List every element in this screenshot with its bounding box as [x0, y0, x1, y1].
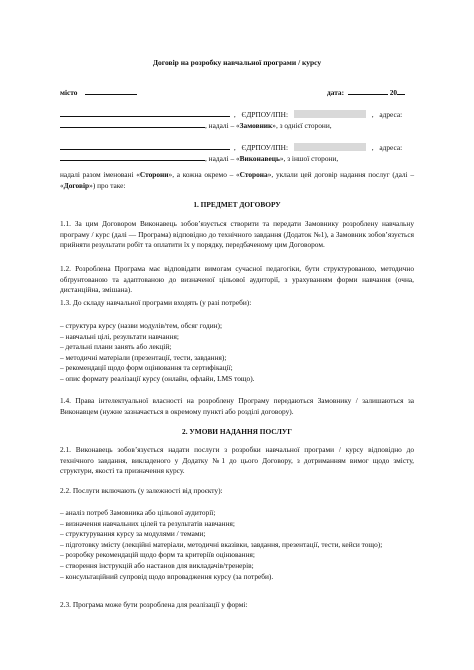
- party2-edrpou-field[interactable]: [294, 143, 366, 151]
- list-item: – створення інструкцій або настанов для викладачів/тренерів;: [60, 560, 254, 570]
- party1-line1: , ЄДРПОУ/ІПН: , адреса:: [60, 109, 402, 121]
- party1-name-field[interactable]: [60, 109, 230, 117]
- section1-list: [60, 321, 414, 385]
- list-item: – рекомендації щодо форм оцінювання та сертифікації;: [60, 363, 233, 373]
- clause-2-1: 2.1. Виконавець зобов’язується надати послуги з розробки навчальної програми / курсу відповідно до технічного завдання, викладеного у Додатку №1 до цього Договору, з дотриманням вимог щодо змісту, структури, якості та призначення курсу.: [60, 445, 414, 476]
- list-item: – навчальні цілі, результати навчання;: [60, 331, 179, 341]
- date-line: [327, 87, 405, 99]
- list-item: – визначення навчальних цілей та результатів навчання;: [60, 518, 235, 528]
- date-year: 20: [389, 88, 398, 97]
- party1-address-field[interactable]: [60, 120, 205, 128]
- list-item: – методичні матеріали (презентації, тести, завдання);: [60, 352, 227, 362]
- date-field[interactable]: [348, 87, 388, 95]
- section1-heading: 1. ПРЕДМЕТ ДОГОВОРУ: [193, 200, 281, 209]
- list-item: – структурування курсу за модулями / темами;: [60, 529, 206, 539]
- list-item: – підготовку змісту (лекційні матеріали, методичні вказівки, завдання, презентації, тести, кейси тощо);: [60, 539, 383, 549]
- party2-address-field[interactable]: [60, 153, 205, 161]
- party2-address-label: адреса:: [379, 143, 403, 152]
- clause-1-4: 1.4. Права інтелектуальної власності на розроблену Програму передаються Замовнику / залишаються за Виконавцем (нужне зазначається в окремому пункті або розділі договору).: [60, 396, 414, 416]
- city-label: місто: [60, 88, 78, 97]
- list-item: – консультаційний супровід щодо впровадження курсу (за потреби).: [60, 571, 274, 581]
- document-title: Договір на розробку навчальної програми / курсу: [152, 58, 322, 67]
- list-item: – структура курсу (назви модулів/тем, обсяг годин);: [60, 321, 223, 330]
- party2-role: Виконавець: [239, 154, 280, 163]
- clause-1-3: 1.3. До складу навчальної програми входять (у разі потреби):: [60, 298, 252, 307]
- party1-line2: , надалі – «Замовник», з однієї сторони,: [60, 120, 332, 132]
- year-field[interactable]: [397, 87, 405, 95]
- city-field[interactable]: [85, 87, 137, 95]
- date-label: дата:: [327, 88, 345, 97]
- party2-edrpou-label: ЄДРПОУ/ІПН:: [241, 143, 288, 152]
- list-item: – розробку рекомендацій щодо форм та критеріїв оцінювання;: [60, 550, 255, 560]
- party2-line1: , ЄДРПОУ/ІПН: , адреса:: [60, 142, 402, 154]
- section2-list: [60, 508, 414, 582]
- intro-paragraph: надалі разом іменовані «Сторони», а кожна окремо – «Сторона», уклали цей договір надання послуг (далі – «Договір») про таке:: [60, 170, 414, 190]
- party2-line2: , надалі – «Виконавець», з іншої сторони,: [60, 153, 338, 165]
- section2-heading: 2. УМОВИ НАДАННЯ ПОСЛУГ: [182, 427, 292, 436]
- clause-2-2: 2.2. Послуги включають (у залежності від проєкту):: [60, 486, 223, 495]
- party1-edrpou-label: ЄДРПОУ/ІПН:: [241, 110, 288, 119]
- party1-address-label: адреса:: [379, 110, 403, 119]
- party1-role: Замовник: [239, 121, 273, 130]
- party2-name-field[interactable]: [60, 142, 230, 150]
- city-line: [60, 87, 137, 99]
- clause-1-2: 1.2. Розроблена Програма має відповідати вимогам сучасної педагогіки, бути структурованою, методично обґрунтованою та адаптованою до визначеної цільової аудиторії, з урахуванням форми навчання (очна, дистанційна, змішана).: [60, 264, 414, 295]
- party1-edrpou-field[interactable]: [294, 110, 366, 118]
- clause-2-3: 2.3. Програма може бути розроблена для реалізації у формі:: [60, 600, 248, 609]
- list-item: – аналіз потреб Замовника або цільової аудиторії;: [60, 508, 216, 517]
- list-item: – опис формату реалізації курсу (онлайн, офлайн, LMS тощо).: [60, 373, 255, 383]
- clause-1-1: 1.1. За цим Договором Виконавець зобов’язується створити та передати Замовнику розроблену навчальну програму / курс (далі — Програма) відповідно до технічного завдання (Додаток №1), а Замовник зобов’язується прийняти результати робіт та оплатити їх у порядку, передбаченому цим Договором.: [60, 219, 414, 250]
- list-item: – детальні плани занять або лекцій;: [60, 342, 172, 352]
